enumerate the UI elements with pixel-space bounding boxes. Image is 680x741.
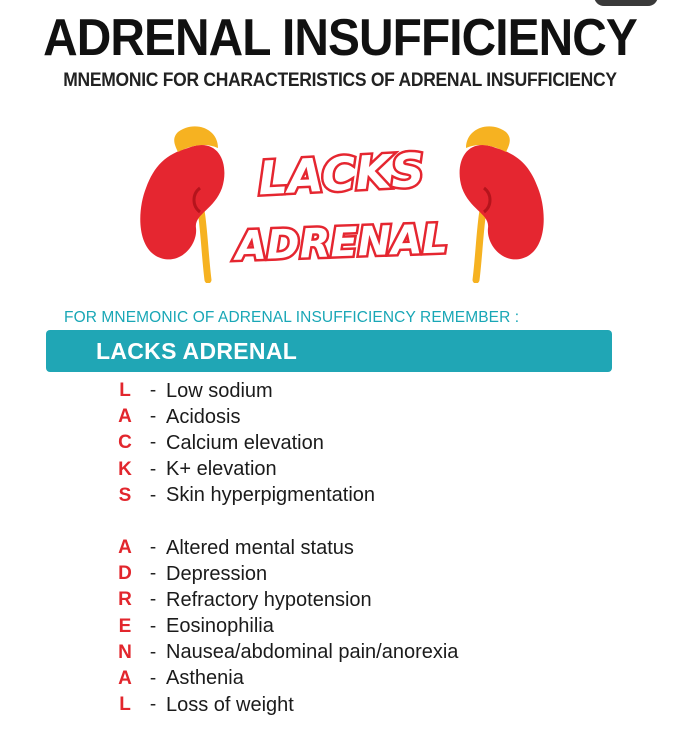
dash: - xyxy=(149,589,157,611)
mnemonic-text: Nausea/abdominal pain/anorexia xyxy=(166,641,459,664)
page-title: ADRENAL INSUFFICIENCY xyxy=(43,9,637,67)
mnemonic-letter: D xyxy=(118,563,132,585)
list-item xyxy=(110,430,458,456)
mnemonic-letter: L xyxy=(119,380,131,402)
group-spacer xyxy=(110,509,458,535)
kidney-left-icon xyxy=(138,118,228,283)
dash: - xyxy=(149,667,157,689)
mnemonic-text: Refractory hypotension xyxy=(166,588,372,611)
dash: - xyxy=(149,432,157,454)
mnemonic-letter: S xyxy=(118,484,132,506)
mnemonic-text: Low sodium xyxy=(166,379,273,402)
mnemonic-text: Skin hyperpigmentation xyxy=(166,484,376,507)
lacks-adrenal-logo xyxy=(224,128,460,286)
list-item xyxy=(110,457,458,483)
list-item xyxy=(110,666,458,692)
mnemonic-text: Asthenia xyxy=(166,667,244,690)
dash: - xyxy=(149,615,157,637)
mnemonic-letter: C xyxy=(118,432,132,454)
dash: - xyxy=(149,406,157,428)
svg-text:LACKS: LACKS xyxy=(256,142,426,206)
dash: - xyxy=(149,641,157,663)
kidney-right-icon xyxy=(456,118,546,283)
mnemonic-heading: FOR MNEMONIC OF ADRENAL INSUFFICIENCY REMEMBER : xyxy=(64,309,520,326)
banner-label: LACKS ADRENAL xyxy=(96,338,298,364)
mnemonic-text: Calcium elevation xyxy=(166,431,324,454)
list-item xyxy=(110,404,458,430)
list-item xyxy=(110,614,458,640)
dash: - xyxy=(149,563,157,585)
list-item xyxy=(110,587,458,613)
list-item xyxy=(110,378,458,404)
list-item xyxy=(110,640,458,666)
status-pill xyxy=(594,0,658,6)
mnemonic-letter: E xyxy=(118,615,132,637)
mnemonic-text: K+ elevation xyxy=(166,458,277,481)
mnemonic-letter: A xyxy=(118,667,132,689)
dash: - xyxy=(149,380,157,402)
mnemonic-text: Altered mental status xyxy=(166,536,354,559)
mnemonic-text: Acidosis xyxy=(166,405,241,428)
dash: - xyxy=(149,537,157,559)
list-item xyxy=(110,692,458,718)
mnemonic-text: Eosinophilia xyxy=(166,615,274,638)
page-subtitle: MNEMONIC FOR CHARACTERISTICS OF ADRENAL INSUFFICIENCY xyxy=(63,70,617,91)
mnemonic-list xyxy=(110,378,458,718)
mnemonic-text: Loss of weight xyxy=(166,693,294,716)
mnemonic-letter: L xyxy=(119,694,131,716)
dash: - xyxy=(149,458,157,480)
dash: - xyxy=(149,694,157,716)
mnemonic-text: Depression xyxy=(166,562,268,585)
mnemonic-letter: K xyxy=(118,458,132,480)
mnemonic-banner xyxy=(46,330,612,372)
mnemonic-letter: R xyxy=(118,589,132,611)
list-item xyxy=(110,561,458,587)
svg-text:ADRENAL: ADRENAL xyxy=(234,216,449,270)
mnemonic-letter: A xyxy=(118,406,132,428)
mnemonic-letter: N xyxy=(118,641,132,663)
list-item xyxy=(110,483,458,509)
dash: - xyxy=(149,484,157,506)
list-item xyxy=(110,535,458,561)
mnemonic-letter: A xyxy=(118,537,132,559)
